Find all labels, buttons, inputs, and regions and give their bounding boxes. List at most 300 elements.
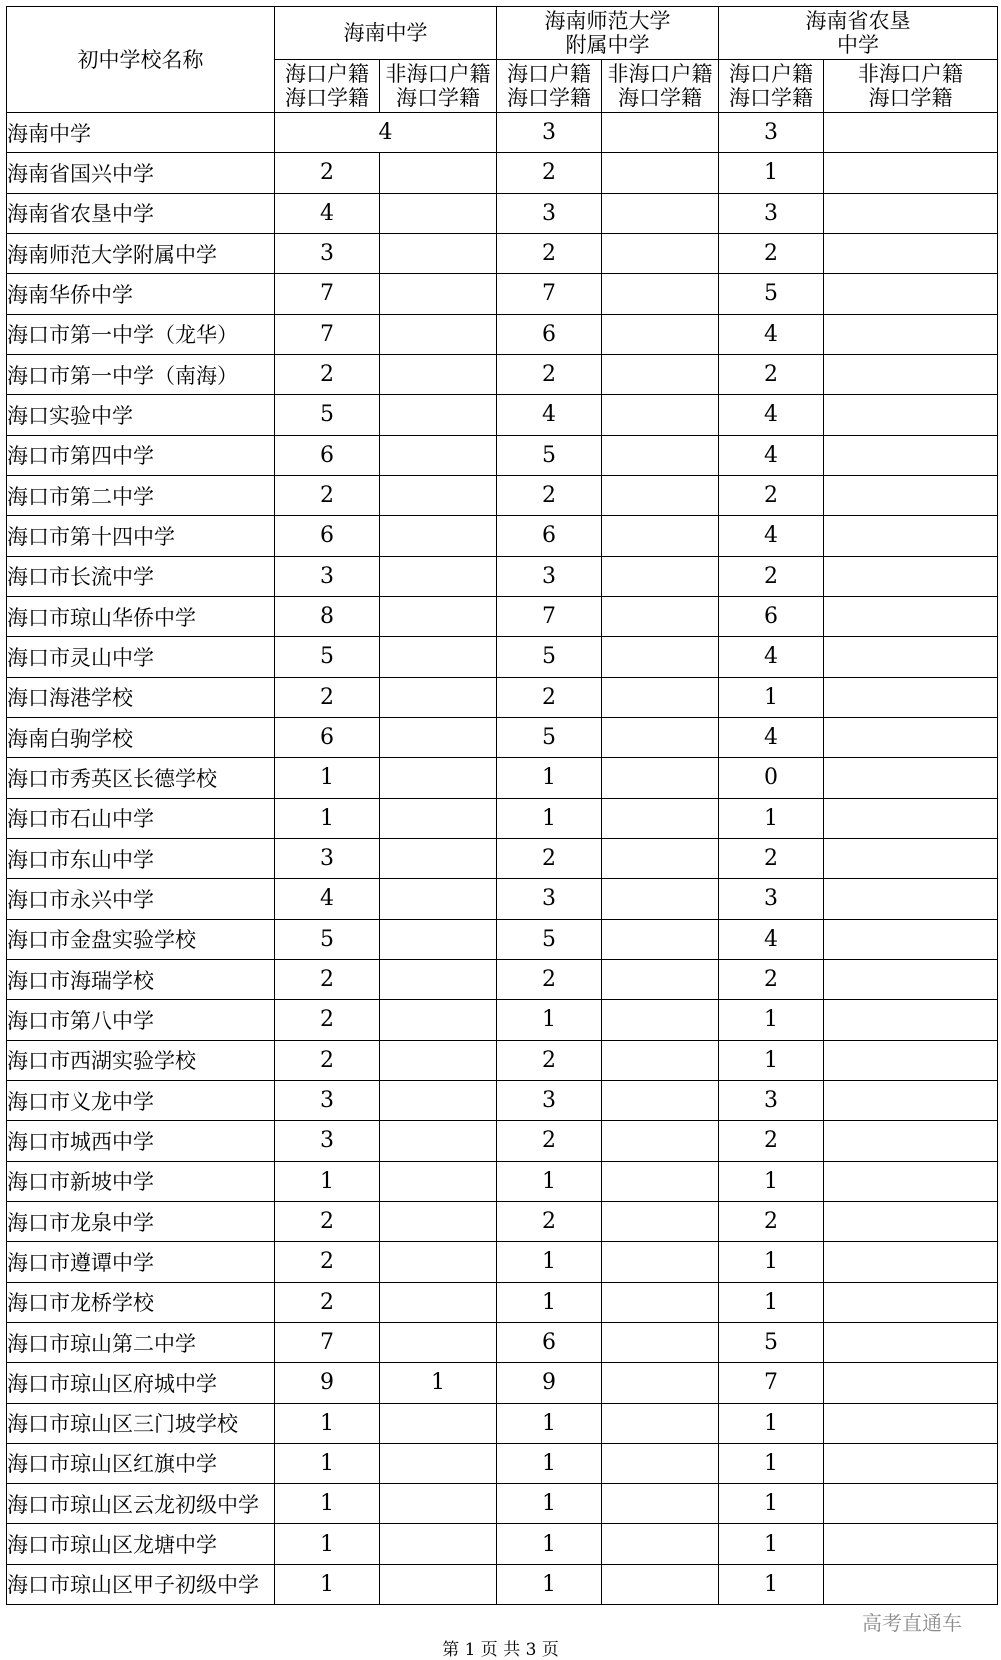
quota-cell-local: 2: [275, 475, 380, 515]
subcol-nonlocal-header: [380, 60, 497, 113]
quota-cell-local: 3: [719, 879, 824, 919]
quota-cell-nonlocal: [602, 1080, 719, 1120]
quota-cell-nonlocal: [602, 919, 719, 959]
quota-cell-local: 1: [719, 1242, 824, 1282]
quota-cell-nonlocal: [824, 1000, 998, 1040]
table-row: [7, 1524, 998, 1564]
quota-cell-nonlocal: [602, 798, 719, 838]
quota-cell-nonlocal: [824, 1363, 998, 1403]
quota-cell-local: 3: [275, 1121, 380, 1161]
table-row: [7, 1161, 998, 1201]
quota-cell-nonlocal: [824, 1201, 998, 1241]
quota-cell-nonlocal: [380, 798, 497, 838]
table-row: [7, 596, 998, 636]
quota-cell-local: 1: [719, 1040, 824, 1080]
quota-cell-local: 1: [719, 1443, 824, 1483]
quota-cell-nonlocal: [824, 1080, 998, 1120]
quota-cell-nonlocal: [380, 395, 497, 435]
school-name-cell: 海口市第四中学: [7, 435, 275, 475]
group-header-normal-univ-affiliated: [497, 7, 719, 60]
quota-cell-local: 5: [497, 637, 602, 677]
quota-cell-nonlocal: [602, 1403, 719, 1443]
school-name-cell: 海口海港学校: [7, 677, 275, 717]
quota-cell-nonlocal: [602, 435, 719, 475]
school-name-cell: 海南师范大学附属中学: [7, 233, 275, 273]
group-header-line2: 附属中学: [565, 33, 650, 57]
school-name-cell: 海口市龙泉中学: [7, 1201, 275, 1241]
quota-cell-local: 1: [275, 1484, 380, 1524]
quota-cell-local: 1: [719, 153, 824, 193]
group-header-line2: 中学: [837, 33, 879, 57]
quota-cell-nonlocal: [602, 1000, 719, 1040]
quota-cell-nonlocal: [824, 1403, 998, 1443]
quota-cell-local: 5: [497, 435, 602, 475]
quota-cell-nonlocal: [824, 435, 998, 475]
quota-cell-nonlocal: [824, 637, 998, 677]
quota-cell-nonlocal: [380, 153, 497, 193]
quota-cell-local: 4: [719, 637, 824, 677]
quota-cell-nonlocal: [380, 677, 497, 717]
school-name-cell: 海口市秀英区长德学校: [7, 758, 275, 798]
quota-cell-local: 3: [275, 838, 380, 878]
quota-cell-nonlocal: [380, 1121, 497, 1161]
quota-cell-nonlocal: [602, 354, 719, 394]
group-header-line1: 海南师范大学: [544, 9, 671, 33]
school-name-cell: 海口市永兴中学: [7, 879, 275, 919]
quota-cell-local: 3: [275, 233, 380, 273]
quota-cell-local: 2: [275, 677, 380, 717]
school-name-cell: 海口市琼山区云龙初级中学: [7, 1484, 275, 1524]
table-row: [7, 1000, 998, 1040]
quota-cell-local: 4: [719, 516, 824, 556]
quota-cell-nonlocal: [380, 1443, 497, 1483]
school-name-cell: 海口市海瑞学校: [7, 959, 275, 999]
quota-cell-nonlocal: [824, 1484, 998, 1524]
subcol-line1: 非海口户籍: [607, 62, 713, 86]
quota-cell-nonlocal: [380, 1040, 497, 1080]
quota-cell-nonlocal: [602, 637, 719, 677]
table-row: [7, 435, 998, 475]
quota-cell-nonlocal: [602, 1040, 719, 1080]
subcol-line1: 非海口户籍: [858, 62, 963, 86]
subcol-line2: 海口学籍: [396, 86, 480, 110]
quota-cell-local: 1: [275, 1403, 380, 1443]
school-name-cell: 海口市新坡中学: [7, 1161, 275, 1201]
school-name-cell: 海南省农垦中学: [7, 193, 275, 233]
subcol-line1: 海口户籍: [285, 62, 369, 86]
school-name-cell: 海南省国兴中学: [7, 153, 275, 193]
quota-cell-nonlocal: [824, 153, 998, 193]
quota-cell-local: 2: [275, 1201, 380, 1241]
quota-cell-nonlocal: [824, 1524, 998, 1564]
quota-cell-local: 1: [497, 1443, 602, 1483]
quota-cell-local: 4: [719, 435, 824, 475]
quota-cell-local: 1: [275, 1524, 380, 1564]
table-row: [7, 677, 998, 717]
quota-cell-nonlocal: [824, 919, 998, 959]
watermark-text: 高考直通车: [862, 1611, 962, 1635]
quota-cell-nonlocal: [602, 677, 719, 717]
table-row: [7, 1121, 998, 1161]
subcol-line1: 海口户籍: [729, 62, 813, 86]
quota-cell-local: 5: [497, 717, 602, 757]
quota-cell-local: 2: [497, 838, 602, 878]
subcol-local-header: [497, 60, 602, 113]
quota-cell-nonlocal: [824, 1040, 998, 1080]
group-header-hainan-middle: [275, 7, 497, 60]
quota-cell-local: 2: [719, 838, 824, 878]
table-row: [7, 879, 998, 919]
school-name-cell: 海南华侨中学: [7, 274, 275, 314]
quota-cell-local: 5: [719, 1322, 824, 1362]
quota-cell-local: 4: [275, 193, 380, 233]
subcol-nonlocal-header: [602, 60, 719, 113]
subcol-line2: 海口学籍: [868, 86, 953, 110]
quota-cell-local: 2: [719, 354, 824, 394]
group-header-nongken-middle: [719, 7, 998, 60]
quota-cell-nonlocal: [380, 838, 497, 878]
quota-cell-nonlocal: [380, 879, 497, 919]
quota-cell-local: 2: [719, 475, 824, 515]
quota-cell-local: 2: [497, 475, 602, 515]
quota-cell-nonlocal: [380, 1000, 497, 1040]
quota-cell-nonlocal: [824, 717, 998, 757]
quota-cell-nonlocal: [824, 1161, 998, 1201]
subcol-line2: 海口学籍: [507, 86, 591, 110]
quota-cell-local: 2: [497, 1040, 602, 1080]
school-name-cell: 海口市灵山中学: [7, 637, 275, 677]
school-name-cell: 海口市西湖实验学校: [7, 1040, 275, 1080]
quota-cell-local: 0: [719, 758, 824, 798]
quota-cell-local: 2: [497, 153, 602, 193]
quota-cell-local: 1: [497, 1403, 602, 1443]
quota-cell-local: 1: [497, 1242, 602, 1282]
quota-cell-nonlocal: [602, 596, 719, 636]
quota-cell-local: 1: [719, 1403, 824, 1443]
quota-cell-nonlocal: [380, 556, 497, 596]
quota-cell-local: 7: [275, 1322, 380, 1362]
school-name-cell: 海口市石山中学: [7, 798, 275, 838]
quota-cell-nonlocal: [602, 1201, 719, 1241]
quota-cell-local: 3: [497, 1080, 602, 1120]
quota-cell-local: 2: [719, 1121, 824, 1161]
quota-cell-local: 3: [497, 556, 602, 596]
quota-cell-nonlocal: [602, 274, 719, 314]
quota-cell-nonlocal: [380, 274, 497, 314]
quota-cell-nonlocal: [824, 677, 998, 717]
quota-cell-local: 2: [497, 1121, 602, 1161]
quota-cell-nonlocal: [380, 1242, 497, 1282]
quota-cell-nonlocal: [824, 838, 998, 878]
quota-cell-local: 3: [497, 193, 602, 233]
quota-cell-local: 6: [275, 516, 380, 556]
quota-cell-local: 6: [719, 596, 824, 636]
table-row: [7, 556, 998, 596]
quota-cell-local: 1: [719, 1484, 824, 1524]
merged-quota-cell: 4: [275, 113, 497, 153]
quota-cell-nonlocal: [824, 1564, 998, 1604]
quota-cell-local: 2: [497, 1201, 602, 1241]
subcol-local-header: [275, 60, 380, 113]
quota-cell-nonlocal: [380, 637, 497, 677]
school-name-cell: 海口市金盘实验学校: [7, 919, 275, 959]
school-name-cell: 海口市琼山第二中学: [7, 1322, 275, 1362]
quota-cell-nonlocal: [602, 1443, 719, 1483]
table-row: [7, 1201, 998, 1241]
quota-cell-nonlocal: [602, 1121, 719, 1161]
group-header-line1: 海南中学: [343, 21, 428, 45]
quota-cell-nonlocal: [602, 838, 719, 878]
school-name-cell: 海口市第十四中学: [7, 516, 275, 556]
page-footer: 第 1 页 共 3 页: [442, 1640, 559, 1660]
quota-cell-local: 1: [497, 1000, 602, 1040]
quota-cell-nonlocal: [380, 919, 497, 959]
quota-cell-local: 6: [497, 516, 602, 556]
quota-cell-nonlocal: [602, 1282, 719, 1322]
quota-cell-local: 3: [275, 556, 380, 596]
quota-cell-nonlocal: [824, 879, 998, 919]
quota-cell-nonlocal: [602, 1484, 719, 1524]
table-row: [7, 113, 998, 153]
subcol-local-header: [719, 60, 824, 113]
quota-cell-local: 1: [719, 1161, 824, 1201]
quota-cell-local: 1: [497, 758, 602, 798]
quota-cell-nonlocal: [602, 233, 719, 273]
table-row: [7, 1443, 998, 1483]
quota-cell-nonlocal: [824, 596, 998, 636]
quota-cell-nonlocal: [824, 1121, 998, 1161]
quota-cell-local: 1: [497, 1564, 602, 1604]
quota-cell-local: 9: [497, 1363, 602, 1403]
subcol-line2: 海口学籍: [729, 86, 813, 110]
school-name-cell: 海南白驹学校: [7, 717, 275, 757]
quota-cell-nonlocal: [602, 959, 719, 999]
quota-cell-local: 1: [275, 1161, 380, 1201]
quota-cell-local: 1: [497, 1524, 602, 1564]
quota-cell-local: 1: [497, 1161, 602, 1201]
quota-cell-nonlocal: [380, 1564, 497, 1604]
quota-cell-nonlocal: [602, 717, 719, 757]
quota-cell-nonlocal: [602, 1242, 719, 1282]
quota-cell-nonlocal: [824, 395, 998, 435]
table-row: [7, 1564, 998, 1604]
quota-cell-local: 7: [275, 314, 380, 354]
quota-cell-local: 2: [275, 354, 380, 394]
quota-cell-local: 7: [275, 274, 380, 314]
quota-cell-nonlocal: [824, 556, 998, 596]
quota-cell-local: 2: [275, 1242, 380, 1282]
school-name-cell: 海口市城西中学: [7, 1121, 275, 1161]
table-row: [7, 637, 998, 677]
quota-cell-nonlocal: [380, 596, 497, 636]
quota-cell-local: 2: [275, 1282, 380, 1322]
header-row-groups: [7, 7, 998, 60]
quota-cell-nonlocal: [380, 959, 497, 999]
quota-cell-local: 2: [275, 153, 380, 193]
table-row: [7, 1363, 998, 1403]
quota-cell-nonlocal: [824, 475, 998, 515]
school-name-cell: 海口市琼山区红旗中学: [7, 1443, 275, 1483]
quota-cell-local: 2: [275, 1040, 380, 1080]
quota-cell-nonlocal: [380, 758, 497, 798]
school-name-cell: 海口市第一中学（南海）: [7, 354, 275, 394]
quota-cell-nonlocal: [380, 193, 497, 233]
quota-cell-local: 7: [497, 596, 602, 636]
quota-cell-nonlocal: [380, 1282, 497, 1322]
quota-cell-nonlocal: [824, 798, 998, 838]
school-name-cell: 海口市第二中学: [7, 475, 275, 515]
table-row: [7, 1322, 998, 1362]
quota-cell-local: 1: [497, 1282, 602, 1322]
table-row: [7, 1282, 998, 1322]
quota-cell-local: 2: [719, 233, 824, 273]
quota-cell-local: 1: [275, 798, 380, 838]
subcol-line1: 非海口户籍: [385, 62, 491, 86]
quota-cell-nonlocal: [602, 516, 719, 556]
quota-cell-local: 1: [719, 1524, 824, 1564]
quota-cell-local: 2: [497, 959, 602, 999]
table-row: [7, 233, 998, 273]
table-row: [7, 1080, 998, 1120]
table-row: [7, 153, 998, 193]
quota-cell-nonlocal: [824, 113, 998, 153]
school-name-header: 初中学校名称: [7, 7, 275, 113]
school-name-cell: 海口市琼山区龙塘中学: [7, 1524, 275, 1564]
quota-cell-local: 2: [719, 1201, 824, 1241]
quota-cell-nonlocal: [602, 1524, 719, 1564]
table-row: [7, 919, 998, 959]
table-row: [7, 1040, 998, 1080]
school-name-cell: 海口市琼山区府城中学: [7, 1363, 275, 1403]
quota-cell-nonlocal: [380, 1201, 497, 1241]
quota-cell-nonlocal: [380, 1322, 497, 1362]
quota-cell-local: 4: [719, 314, 824, 354]
quota-cell-local: 5: [275, 395, 380, 435]
quota-cell-nonlocal: [602, 113, 719, 153]
school-name-cell: 海口市义龙中学: [7, 1080, 275, 1120]
quota-cell-local: 2: [275, 1000, 380, 1040]
quota-cell-local: 1: [275, 1443, 380, 1483]
quota-cell-local: 6: [497, 1322, 602, 1362]
quota-cell-nonlocal: [602, 758, 719, 798]
school-name-cell: 海口市第一中学（龙华）: [7, 314, 275, 354]
table-row: [7, 1242, 998, 1282]
quota-cell-local: 9: [275, 1363, 380, 1403]
school-name-cell: 海口市东山中学: [7, 838, 275, 878]
quota-cell-local: 5: [497, 919, 602, 959]
school-name-cell: 海口市琼山区三门坡学校: [7, 1403, 275, 1443]
quota-cell-local: 3: [497, 879, 602, 919]
quota-cell-local: 1: [275, 758, 380, 798]
table-row: [7, 717, 998, 757]
quota-cell-local: 3: [719, 1080, 824, 1120]
quota-cell-local: 2: [497, 677, 602, 717]
subcol-line1: 海口户籍: [507, 62, 591, 86]
quota-cell-nonlocal: [602, 475, 719, 515]
quota-cell-local: 4: [719, 919, 824, 959]
quota-cell-local: 4: [497, 395, 602, 435]
school-name-cell: 海口实验中学: [7, 395, 275, 435]
quota-cell-nonlocal: [380, 475, 497, 515]
table-row: [7, 798, 998, 838]
quota-cell-local: 8: [275, 596, 380, 636]
quota-cell-nonlocal: [602, 1161, 719, 1201]
quota-cell-local: 4: [275, 879, 380, 919]
allocation-sheet: [6, 6, 998, 1605]
table-row: [7, 516, 998, 556]
quota-cell-nonlocal: [602, 193, 719, 233]
quota-cell-local: 5: [275, 637, 380, 677]
quota-cell-local: 1: [719, 1282, 824, 1322]
quota-cell-nonlocal: [824, 1443, 998, 1483]
table-row: [7, 838, 998, 878]
quota-cell-local: 1: [719, 677, 824, 717]
quota-cell-nonlocal: 1: [380, 1363, 497, 1403]
quota-cell-nonlocal: [824, 1322, 998, 1362]
table-row: [7, 959, 998, 999]
quota-cell-nonlocal: [824, 1242, 998, 1282]
quota-cell-nonlocal: [602, 153, 719, 193]
quota-cell-nonlocal: [380, 1161, 497, 1201]
quota-cell-local: 1: [497, 798, 602, 838]
quota-cell-nonlocal: [602, 1363, 719, 1403]
quota-cell-nonlocal: [602, 556, 719, 596]
quota-cell-local: 1: [719, 1564, 824, 1604]
table-row: [7, 758, 998, 798]
quota-cell-local: 5: [275, 919, 380, 959]
quota-cell-nonlocal: [602, 395, 719, 435]
table-row: [7, 475, 998, 515]
quota-cell-local: 2: [497, 233, 602, 273]
quota-cell-nonlocal: [380, 1524, 497, 1564]
quota-cell-local: 1: [275, 1564, 380, 1604]
quota-cell-nonlocal: [602, 879, 719, 919]
table-body: [7, 113, 998, 1605]
quota-cell-local: 7: [497, 274, 602, 314]
quota-cell-nonlocal: [824, 1282, 998, 1322]
table-row: [7, 1484, 998, 1524]
quota-cell-local: 2: [275, 959, 380, 999]
quota-cell-local: 4: [719, 395, 824, 435]
quota-cell-local: 4: [719, 717, 824, 757]
table-row: [7, 274, 998, 314]
quota-cell-nonlocal: [380, 233, 497, 273]
school-name-cell: 海口市琼山华侨中学: [7, 596, 275, 636]
table-row: [7, 1403, 998, 1443]
quota-cell-local: 3: [275, 1080, 380, 1120]
quota-cell-local: 6: [497, 314, 602, 354]
quota-cell-nonlocal: [380, 435, 497, 475]
school-name-cell: 海南中学: [7, 113, 275, 153]
quota-cell-nonlocal: [824, 233, 998, 273]
quota-cell-local: 6: [275, 435, 380, 475]
school-name-cell: 海口市龙桥学校: [7, 1282, 275, 1322]
quota-cell-nonlocal: [824, 314, 998, 354]
quota-cell-local: 2: [719, 959, 824, 999]
quota-cell-nonlocal: [824, 959, 998, 999]
quota-cell-local: 3: [497, 113, 602, 153]
quota-cell-nonlocal: [380, 516, 497, 556]
table-row: [7, 314, 998, 354]
quota-cell-local: 3: [719, 193, 824, 233]
subcol-line2: 海口学籍: [618, 86, 702, 110]
table-row: [7, 354, 998, 394]
quota-cell-nonlocal: [380, 717, 497, 757]
school-name-cell: 海口市琼山区甲子初级中学: [7, 1564, 275, 1604]
quota-cell-nonlocal: [380, 1080, 497, 1120]
quota-cell-nonlocal: [602, 1564, 719, 1604]
quota-cell-local: 1: [497, 1484, 602, 1524]
